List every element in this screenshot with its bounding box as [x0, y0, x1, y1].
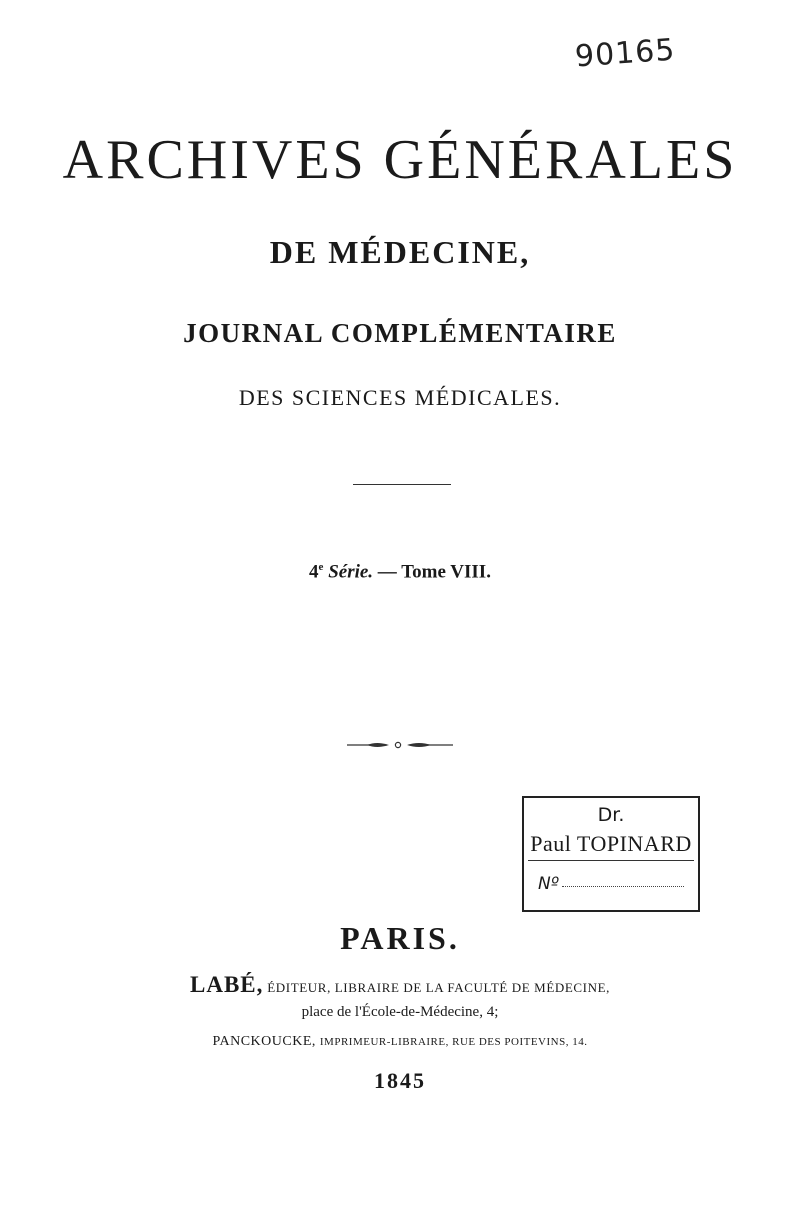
- journal-description: JOURNAL COMPLÉMENTAIRE: [183, 318, 617, 348]
- handwritten-shelfmark: 90165: [573, 32, 677, 75]
- publisher-name: LABÉ,: [190, 972, 264, 997]
- publisher-line: [0, 972, 800, 998]
- publication-year: 1845: [374, 1068, 426, 1093]
- stamp-owner-name: Paul TOPINARD: [530, 831, 692, 856]
- tome-label: — Tome VIII.: [377, 561, 491, 583]
- divider-rule: [353, 484, 451, 485]
- stamp-number-line: [562, 886, 684, 887]
- ownership-stamp: [522, 796, 700, 912]
- journal-description-2: DES SCIENCES MÉDICALES.: [238, 385, 562, 410]
- printer-name: PANCKOUCKE,: [212, 1034, 316, 1049]
- series-volume: [0, 561, 800, 583]
- series-label: Série.: [328, 561, 374, 583]
- imprint-city: PARIS.: [340, 920, 460, 956]
- series-number-sup: e: [318, 561, 324, 573]
- series-number: 4: [309, 561, 319, 583]
- publisher-address: place de l'École-de-Médecine, 4;: [301, 1004, 499, 1020]
- publisher-description: ÉDITEUR, LIBRAIRE DE LA FACULTÉ DE MÉDECINE,: [267, 980, 610, 995]
- journal-title: ARCHIVES GÉNÉRALES: [62, 129, 738, 191]
- stamp-underline: [528, 860, 694, 861]
- journal-subtitle: DE MÉDECINE,: [269, 234, 531, 270]
- stamp-number-label: Nº: [538, 874, 559, 894]
- printer-line: [0, 1034, 800, 1050]
- stamp-title: Dr.: [597, 804, 625, 826]
- ornament-divider: [345, 738, 455, 752]
- printer-description: IMPRIMEUR-LIBRAIRE, RUE DES POITEVINS, 14.: [319, 1036, 588, 1048]
